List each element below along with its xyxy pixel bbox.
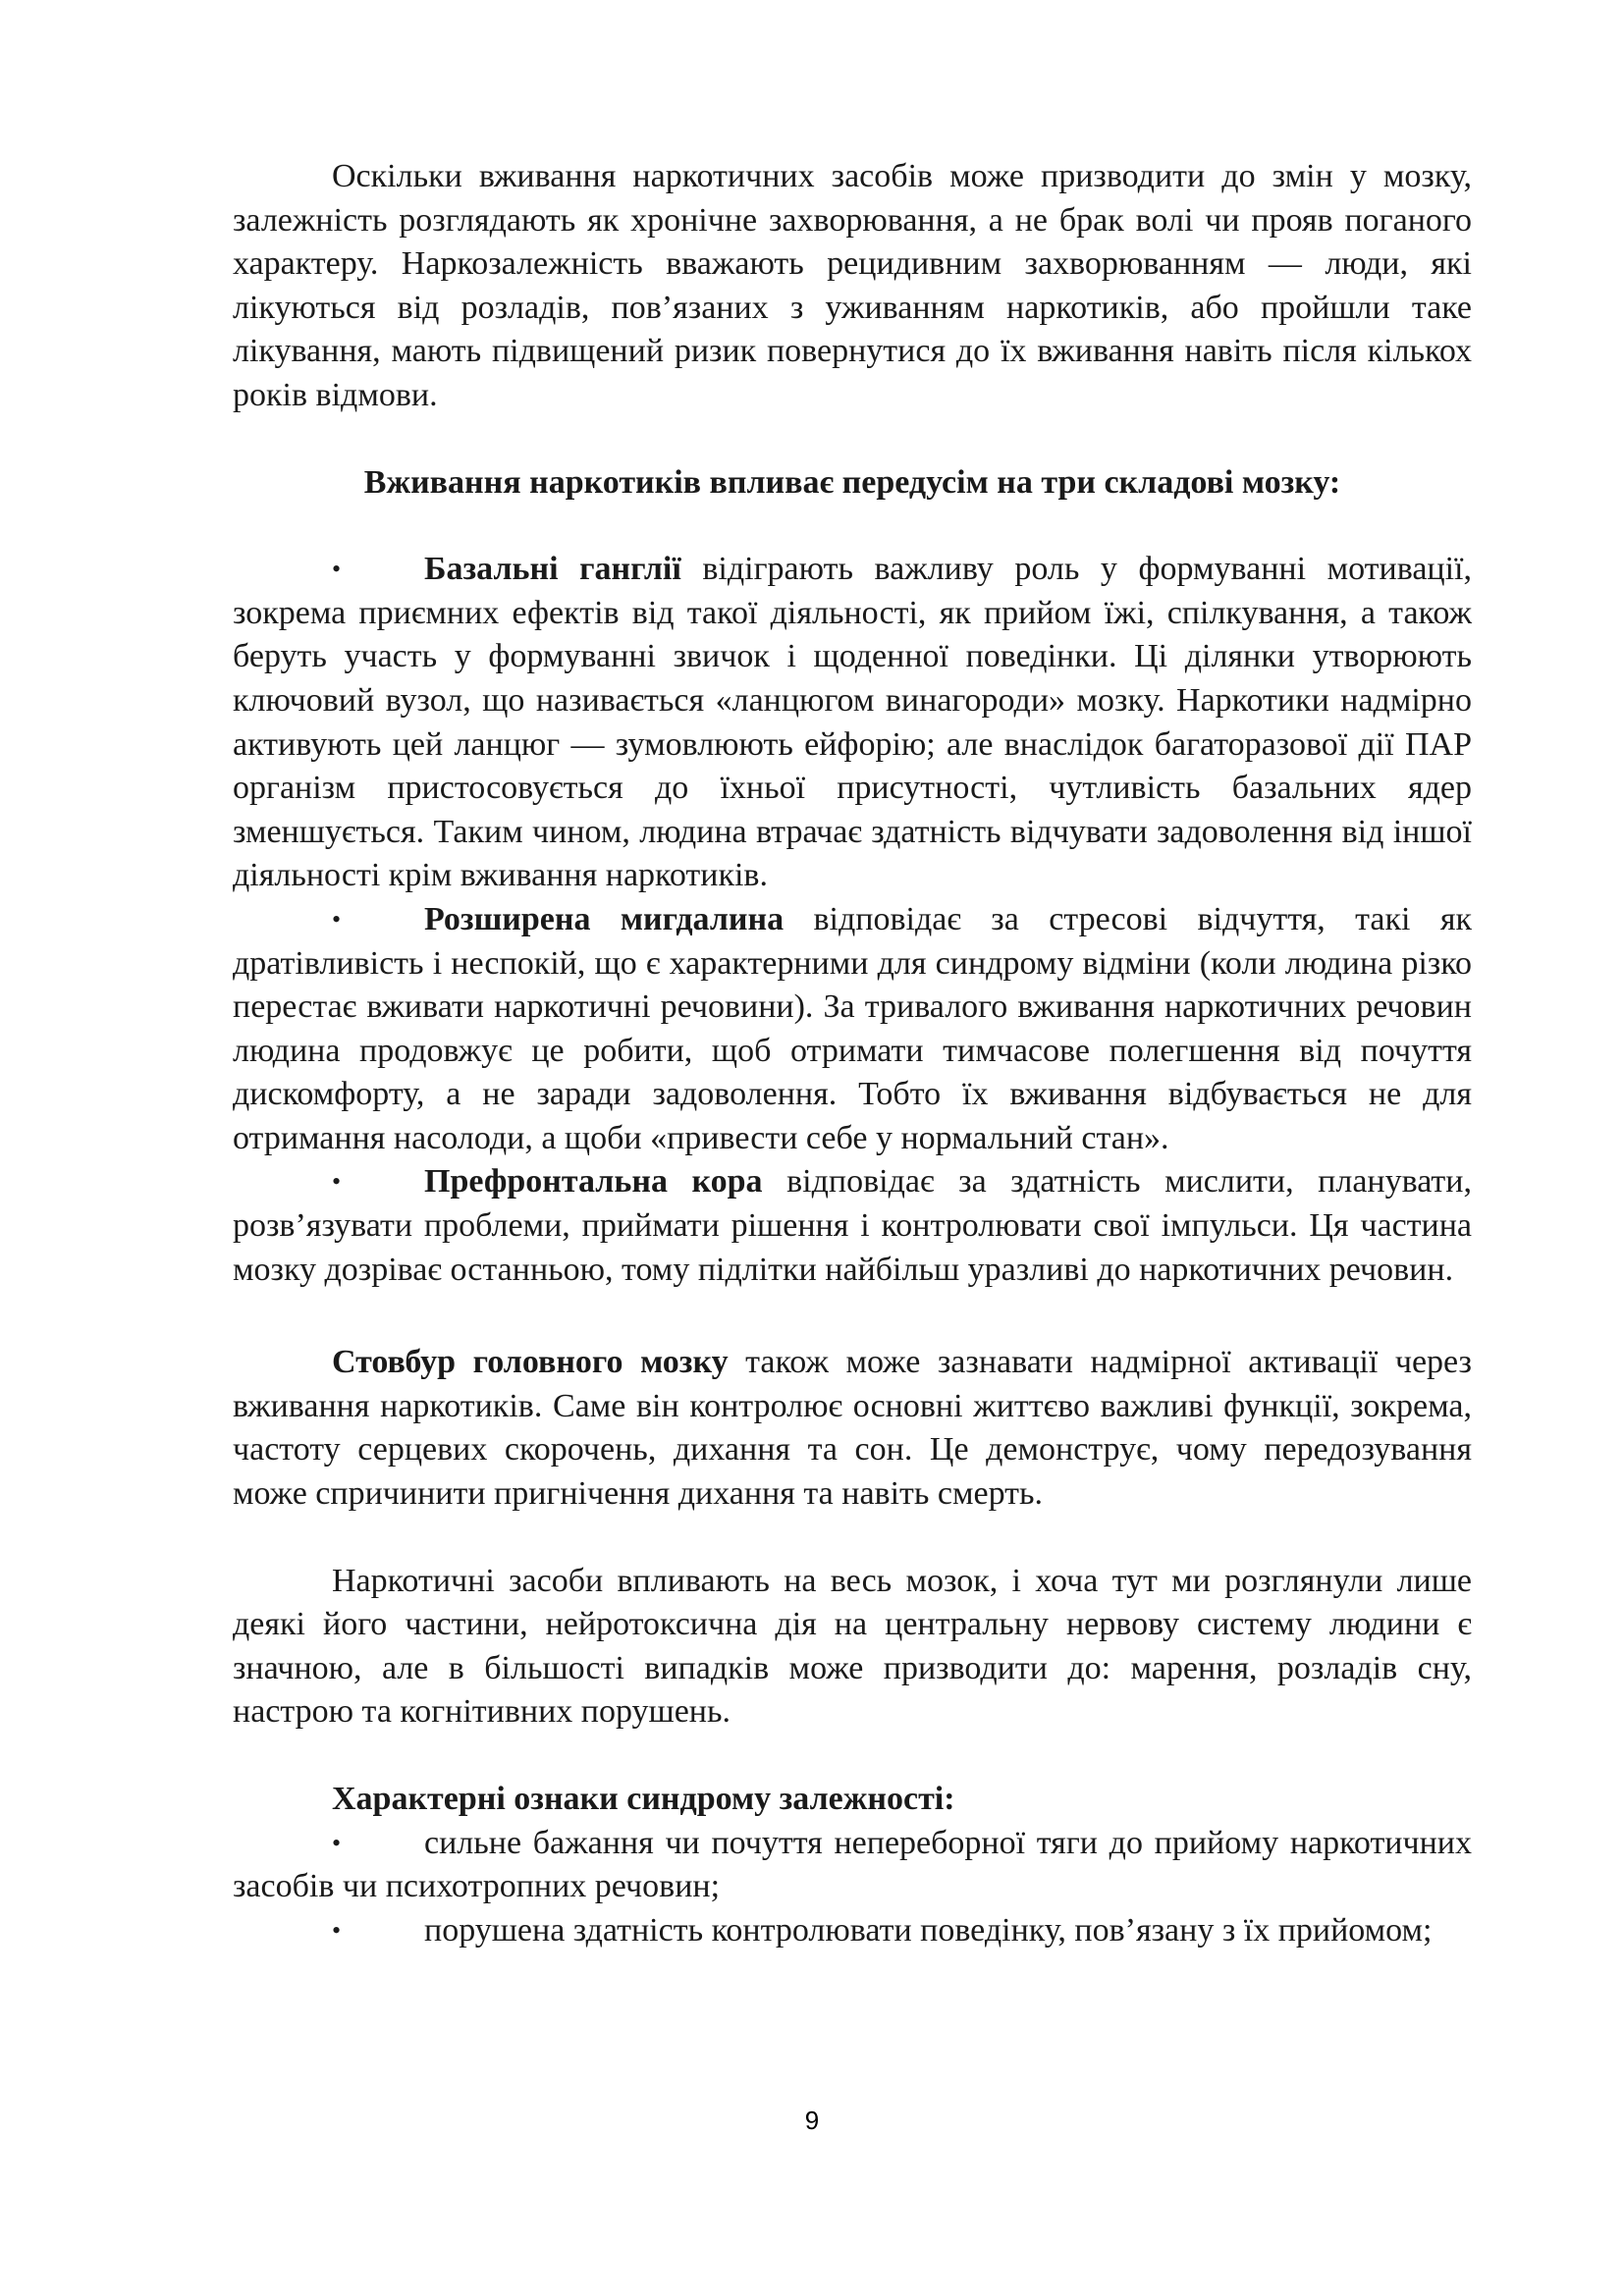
dependence-sign-item xyxy=(233,1822,1472,1909)
brain-part-text: відповідає за здатність мислити, планувати, розв’язувати проблеми, приймати рішення і контролювати свої імпульси. Ця частина мозку дозріває останньою, тому підлітки найбільш уразливі до наркотичних речовин. xyxy=(233,1163,1472,1288)
brain-part-term: Префронтальна кора xyxy=(424,1163,763,1201)
brain-part-item xyxy=(233,548,1472,898)
brain-part-term: Базальні ганглії xyxy=(424,551,681,588)
bullet-icon: • xyxy=(332,1828,342,1857)
dependence-sign-item xyxy=(233,1909,1472,1953)
brainstem-term: Стовбур головного мозку xyxy=(332,1344,729,1381)
brain-part-text: відіграють важливу роль у формуванні мотивації, зокрема приємних ефектів від такої діяльності, як прийом їжі, спілкування, а також беруть участь у формуванні звичок і щоденної поведінки. Ці ділянки утворюють ключовий вузол, що називається «ланцюгом винагороди» мозку. Наркотики надмірно активують цей ланцюг — зумовлюють ейфорію; але внаслідок багаторазової дії ПАР організм пристосовується до їхньої присутності, чутливість базальних ядер зменшується. Таким чином, людина втрачає здатність відчувати задоволення від іншої діяльності крім вживання наркотиків. xyxy=(233,551,1472,894)
brain-part-term: Розширена мигдалина xyxy=(424,900,785,937)
page-number: 9 xyxy=(804,2106,820,2135)
intro-paragraph: Оскільки вживання наркотичних засобів може призводити до змін у мозку, залежність розглядають як хронічне захворювання, а не брак волі чи прояв поганого характеру. Наркозалежність вважають рецидивним захворюванням — люди, які лікуються від розладів, пов’язаних з уживанням наркотиків, або пройшли таке лікування, мають підвищений ризик повернутися до їх вживання навіть після кількох років відмови. xyxy=(233,158,1472,413)
general-paragraph: Наркотичні засоби впливають на весь мозок, і хоча тут ми розглянули лише деякі його частини, нейротоксична дія на центральну нервову систему людини є значною, але в більшості випадків може призводити до: марення, розладів сну, настрою та когнітивних порушень. xyxy=(233,1562,1472,1731)
bullet-icon: • xyxy=(332,1915,342,1945)
bullet-icon: • xyxy=(332,904,342,934)
dependence-sign-text: порушена здатність контролювати поведінку, пов’язану з їх прийомом; xyxy=(424,1911,1433,1949)
bullet-icon: • xyxy=(332,555,342,584)
brainstem-paragraph xyxy=(233,1341,1472,1516)
brain-part-text: відповідає за стресові відчуття, такі як дратівливість і неспокій, що є характерними для синдрому відміни (коли людина різко перестає вживати наркотичні речовини). За тривалого вживання наркотичних речовин людина продовжує це робити, щоб отримати тимчасове полегшення від почуття дискомфорту, а не заради задоволення. Тобто їх вживання відбувається не для отримання насолоди, а щоби «привести себе у нормальний стан». xyxy=(233,900,1472,1156)
brain-parts-heading: Вживання наркотиків впливає передусім на три складові мозку: xyxy=(363,463,1341,501)
brain-part-item xyxy=(233,1160,1472,1292)
brainstem-text: також може зазнавати надмірної активації через вживання наркотиків. Саме він контролює основні життєво важливі функції, зокрема, частоту серцевих скорочень, дихання та сон. Це демонструє, чому передозування може спричинити пригнічення дихання та навіть смерть. xyxy=(233,1344,1472,1513)
document-page xyxy=(233,155,1472,1952)
dependence-sign-text: сильне бажання чи почуття непереборної тяги до прийому наркотичних засобів чи психотропних речовин; xyxy=(233,1824,1472,1905)
bullet-icon: • xyxy=(332,1167,342,1197)
brain-part-item xyxy=(233,898,1472,1161)
dependence-heading: Характерні ознаки синдрому залежності: xyxy=(332,1781,955,1817)
